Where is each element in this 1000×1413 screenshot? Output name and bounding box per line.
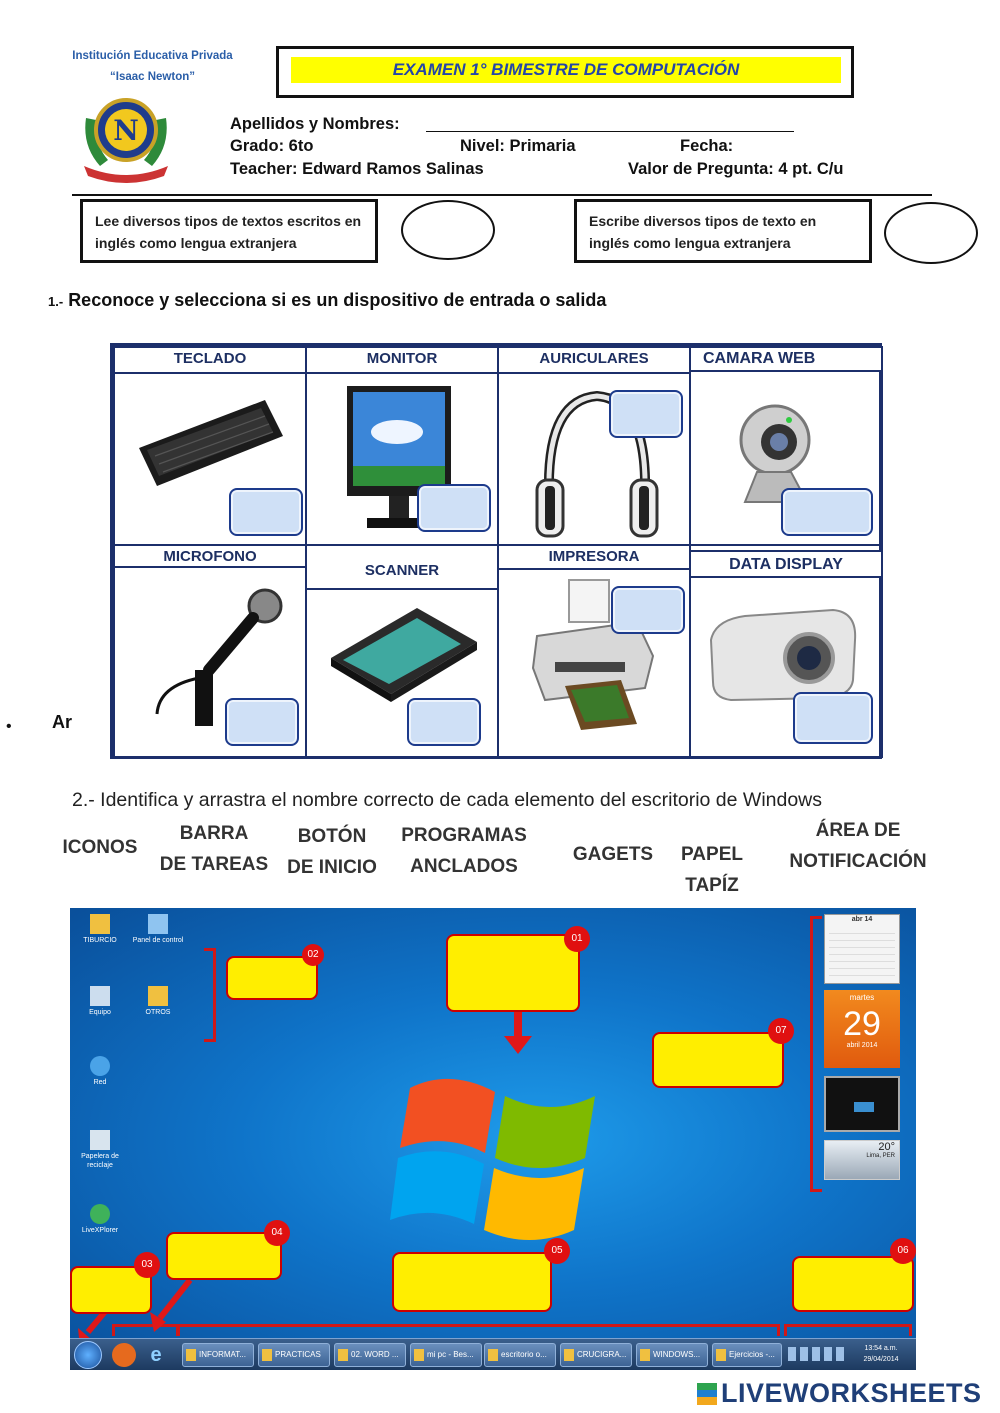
taskbar-item-3[interactable]: 02. WORD ... xyxy=(334,1343,406,1367)
taskbar-item-1[interactable]: INFORMAT... xyxy=(182,1343,254,1367)
liveworksheets-brand: LIVEWORKSHEETS xyxy=(721,1378,982,1408)
slideshow-gadget[interactable] xyxy=(824,1076,900,1132)
exam-title: EXAMEN 1° BIMESTRE DE COMPUTACIÓN xyxy=(392,60,740,79)
calendar-weekday: martes xyxy=(849,993,875,1002)
calendar-day: 29 xyxy=(843,1005,881,1043)
grade-text: Grado: 6to xyxy=(230,137,314,155)
option-area-line1: ÁREA DE xyxy=(815,820,901,841)
score-oval-2[interactable] xyxy=(884,202,978,264)
taskbar-clock[interactable] xyxy=(850,1343,912,1365)
answer-box-monitor[interactable] xyxy=(417,484,491,532)
desktop-icon-equipo-label: Equipo xyxy=(89,1009,111,1016)
competency-box-2 xyxy=(574,199,872,263)
desktop-icon-tiburcio-label: TIBURCIO xyxy=(83,937,117,944)
taskbar-item-5[interactable]: escritorio o... xyxy=(484,1343,556,1367)
liveworksheets-icon xyxy=(697,1383,717,1405)
calendar-footer: abril 2014 xyxy=(846,1042,878,1049)
internet-explorer-icon[interactable]: e xyxy=(150,1344,162,1366)
device-cell-monitor xyxy=(305,346,499,546)
option-papel-line1: PAPEL xyxy=(681,844,743,865)
stray-text: Ar xyxy=(52,712,73,732)
option-programas-anclados[interactable] xyxy=(396,820,532,882)
answer-box-camara-web[interactable] xyxy=(781,488,873,536)
competency-1-text: Lee diversos tipos de textos escritos en inglés como lengua extranjera xyxy=(95,213,362,251)
taskbar-item-6[interactable]: CRUCIGRA... xyxy=(560,1343,632,1367)
school-crest-logo xyxy=(78,88,174,184)
device-cell-teclado xyxy=(113,346,307,546)
level-text: Nivel: Primaria xyxy=(460,137,576,155)
device-cell-auriculares xyxy=(497,346,691,546)
exam-title-box xyxy=(276,46,854,98)
marker-05: 05 xyxy=(544,1238,570,1264)
marker-07: 07 xyxy=(768,1018,794,1044)
answer-box-data-display[interactable] xyxy=(793,692,873,744)
device-label-monitor: MONITOR xyxy=(305,346,499,374)
start-button[interactable] xyxy=(74,1341,102,1369)
competency-box-1 xyxy=(80,199,378,263)
drop-zone-05[interactable] xyxy=(392,1252,552,1312)
question-2-text: 2.- Identifica y arrastra el nombre correcto de cada elemento del escritorio de Windows xyxy=(72,789,823,811)
marker-04: 04 xyxy=(264,1220,290,1246)
question-1-heading xyxy=(48,290,606,311)
option-barra-line1: BARRA xyxy=(179,823,249,844)
desktop-icon-red-label: Red xyxy=(93,1079,107,1086)
school-name xyxy=(60,46,245,88)
school-line-2: “Isaac Newton” xyxy=(110,71,195,83)
scanner-icon xyxy=(321,598,481,708)
option-programas-line1: PROGRAMAS xyxy=(401,825,527,846)
device-label-camara-web: CAMARA WEB xyxy=(689,346,883,372)
device-cell-data-display xyxy=(689,544,883,758)
device-label-scanner: SCANNER xyxy=(305,544,499,590)
competency-2-text: Escribe diversos tipos de texto en inglés como lengua extranjera xyxy=(589,213,817,251)
weather-gadget[interactable] xyxy=(824,1140,900,1180)
taskbar-item-4[interactable]: mi pc - Bes... xyxy=(410,1343,482,1367)
list-bullet: • xyxy=(6,718,12,735)
names-label: Apellidos y Nombres: xyxy=(230,115,400,133)
drop-zone-06[interactable] xyxy=(792,1256,914,1312)
answer-box-teclado[interactable] xyxy=(229,488,303,536)
option-area-line2: NOTIFICACIÓN xyxy=(789,851,927,872)
clock-date: 29/04/2014 xyxy=(863,1356,899,1363)
option-programas-line2: ANCLADOS xyxy=(410,856,518,877)
drop-zone-01[interactable] xyxy=(446,934,580,1012)
crest-letter: N xyxy=(113,114,139,147)
option-iconos-line1: ICONOS xyxy=(62,837,138,858)
taskbar-item-8[interactable]: Ejercicios -... xyxy=(712,1343,782,1367)
date-gadget[interactable] xyxy=(824,990,900,1068)
taskbar-item-2[interactable]: PRACTICAS xyxy=(258,1343,330,1367)
option-boton-line2: DE INICIO xyxy=(287,857,377,878)
option-gagets[interactable] xyxy=(568,839,658,870)
desktop-icon-panel-label: Panel de control xyxy=(132,937,184,944)
score-oval-1[interactable] xyxy=(401,200,495,260)
device-label-teclado: TECLADO xyxy=(113,346,307,374)
weather-temp: 20° xyxy=(878,1141,895,1153)
option-iconos[interactable] xyxy=(58,832,142,863)
clock-time: 13:54 a.m. xyxy=(864,1345,898,1352)
answer-box-scanner[interactable] xyxy=(407,698,481,746)
school-line-1: Institución Educativa Privada xyxy=(72,50,233,62)
device-label-data-display: DATA DISPLAY xyxy=(689,550,883,578)
desktop-icon-otros-label: OTROS xyxy=(145,1009,171,1016)
firefox-icon[interactable] xyxy=(112,1343,136,1367)
marker-03: 03 xyxy=(134,1252,160,1278)
date-label: Fecha: xyxy=(680,137,734,155)
device-cell-scanner xyxy=(305,544,499,758)
calendar-month: abr 14 xyxy=(851,916,873,923)
option-boton-de-inicio[interactable] xyxy=(282,821,382,883)
option-gagets-line1: GAGETS xyxy=(572,844,654,865)
calendar-grid xyxy=(829,927,895,979)
answer-box-impresora[interactable] xyxy=(611,586,685,634)
device-label-microfono: MICROFONO xyxy=(113,544,307,568)
option-papel-line2: TAPÍZ xyxy=(685,875,739,896)
notification-tray-icons[interactable] xyxy=(788,1347,844,1361)
marker-02: 02 xyxy=(302,944,324,966)
calendar-gadget[interactable] xyxy=(824,914,900,984)
device-label-auriculares: AURICULARES xyxy=(497,346,691,374)
liveworksheets-logo xyxy=(697,1378,982,1409)
taskbar-item-7[interactable]: WINDOWS... xyxy=(636,1343,708,1367)
drop-zone-07[interactable] xyxy=(652,1032,784,1088)
slideshow-thumbnail xyxy=(854,1102,874,1112)
desktop-icon-livexplorer-label: LiveXPlorer xyxy=(81,1227,119,1234)
taskbar xyxy=(70,1338,916,1370)
names-blank-line[interactable] xyxy=(426,131,794,132)
option-barra-de-tareas[interactable] xyxy=(158,818,270,880)
marker-06: 06 xyxy=(890,1238,916,1264)
windows-desktop xyxy=(70,908,916,1370)
keyboard-icon xyxy=(135,388,285,498)
question-value-text: Valor de Pregunta: 4 pt. C/u xyxy=(628,160,844,178)
answer-box-microfono[interactable] xyxy=(225,698,299,746)
device-cell-camara-web xyxy=(689,346,883,546)
device-cell-impresora xyxy=(497,544,691,758)
teacher-text: Teacher: Edward Ramos Salinas xyxy=(230,160,484,178)
option-boton-line1: BOTÓN xyxy=(297,826,367,847)
weather-place: Lima, PER xyxy=(866,1153,895,1159)
device-cell-microfono xyxy=(113,544,307,758)
option-area-de-notificacion[interactable] xyxy=(784,815,932,877)
answer-box-auriculares[interactable] xyxy=(609,390,683,438)
option-barra-line2: DE TAREAS xyxy=(159,854,269,875)
header-divider xyxy=(72,194,932,196)
desktop-icon-papelera-label: Papelera de reciclaje xyxy=(81,1153,119,1169)
question-1-number: 1.- xyxy=(48,294,64,309)
marker-01: 01 xyxy=(564,926,590,952)
device-label-impresora: IMPRESORA xyxy=(497,544,691,570)
option-papel-tapiz[interactable] xyxy=(672,839,752,901)
question-1-text: Reconoce y selecciona si es un dispositivo de entrada o salida xyxy=(68,290,607,310)
device-grid xyxy=(110,343,882,759)
